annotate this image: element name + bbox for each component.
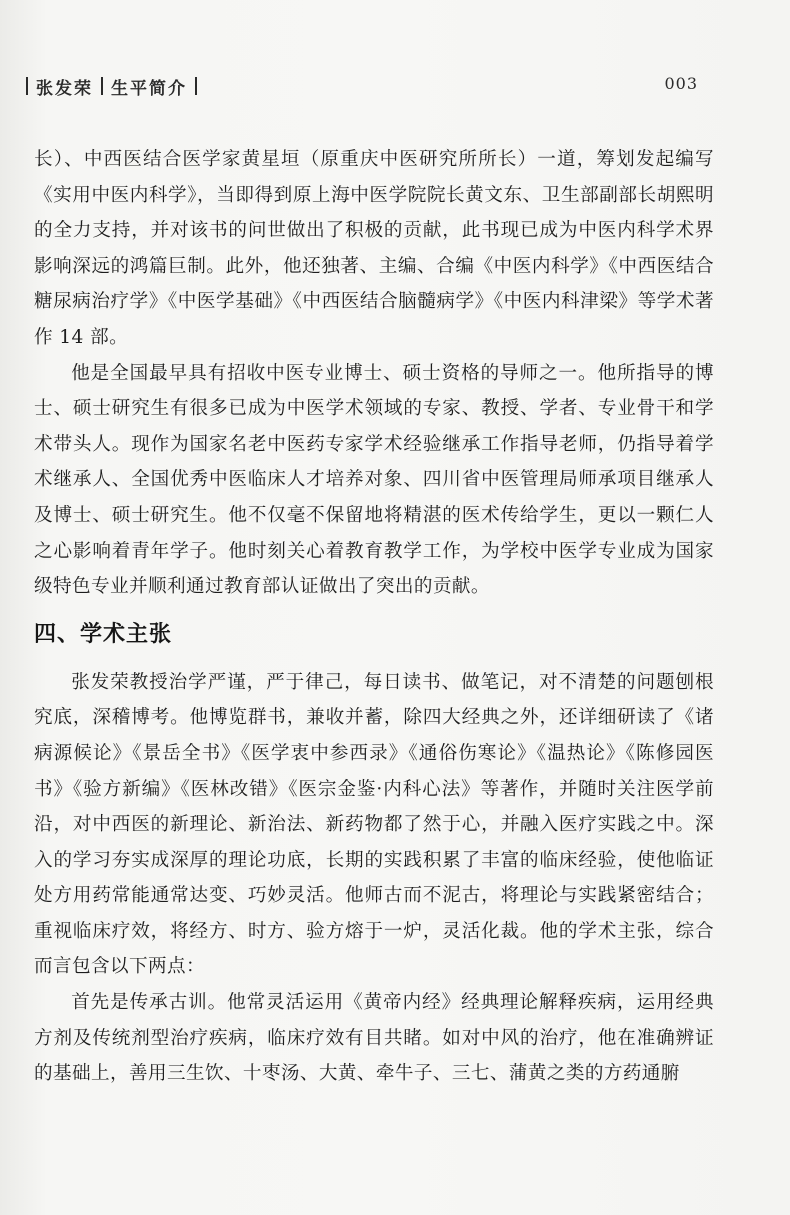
- header-divider: [195, 77, 197, 95]
- body-text: [34, 142, 714, 1092]
- header-author: 张发荣: [36, 78, 93, 99]
- paragraph: 长）、中西医结合医学家黄星垣（原重庆中医研究所所长）一道，筹划发起编写《实用中医内科学》，当即得到原上海中医学院院长黄文东、卫生部副部长胡熙明的全力支持，并对该书的问世做出了积极的贡献，此书现已成为中医内科学术界影响深远的鸿篇巨制。此外，他还独著、主编、合编《中医内科学》《中西医结合糖尿病治疗学》《中医学基础》《中西医结合脑髓病学》《中医内科津梁》等学术著作 14 部。: [34, 149, 714, 348]
- paragraph: 张发荣教授治学严谨，严于律己，每日读书、做笔记，对不清楚的问题刨根究底，深稽博考。他博览群书，兼收并蓄，除四大经典之外，还详细研读了《诸病源候论》《景岳全书》《医学衷中参西录》《通俗伤寒论》《温热论》《陈修园医书》《验方新编》《医林改错》《医宗金鉴·内科心法》等著作，并随时关注医学前沿，对中西医的新理论、新治法、新药物都了然于心，并融入医疗实践之中。深入的学习夯实成深厚的理论功底，长期的实践积累了丰富的临床经验，使他临证处方用药常能通常达变、巧妙灵活。他师古而不泥古，将理论与实践紧密结合；重视临床疗效，将经方、时方、验方熔于一炉，灵活化裁。他的学术主张，综合而言包含以下两点：: [34, 671, 714, 978]
- section-heading: 四、学术主张: [34, 621, 173, 647]
- header-divider: [101, 77, 103, 95]
- header-divider: [26, 77, 28, 95]
- running-header: [18, 74, 205, 98]
- paragraph: 首先是传承古训。他常灵活运用《黄帝内经》经典理论解释疾病，运用经典方剂及传统剂型治疗疾病，临床疗效有目共睹。如对中风的治疗，他在准确辨证的基础上，善用三生饮、十枣汤、大黄、牵牛子、三七、蒲黄之类的方药通腑: [34, 992, 714, 1085]
- header-section: 生平简介: [111, 78, 187, 99]
- paragraph: 他是全国最早具有招收中医专业博士、硕士资格的导师之一。他所指导的博士、硕士研究生有很多已成为中医学术领域的专家、教授、学者、专业骨干和学术带头人。现作为国家名老中医药专家学术经验继承工作指导老师，仍指导着学术继承人、全国优秀中医临床人才培养对象、四川省中医管理局师承项目继承人及博士、硕士研究生。他不仅毫不保留地将精湛的医术传给学生，更以一颗仁人之心影响着青年学子。他时刻关心着教育教学工作，为学校中医学专业成为国家级特色专业并顺利通过教育部认证做出了突出的贡献。: [34, 362, 714, 598]
- page-number: 003: [664, 74, 698, 93]
